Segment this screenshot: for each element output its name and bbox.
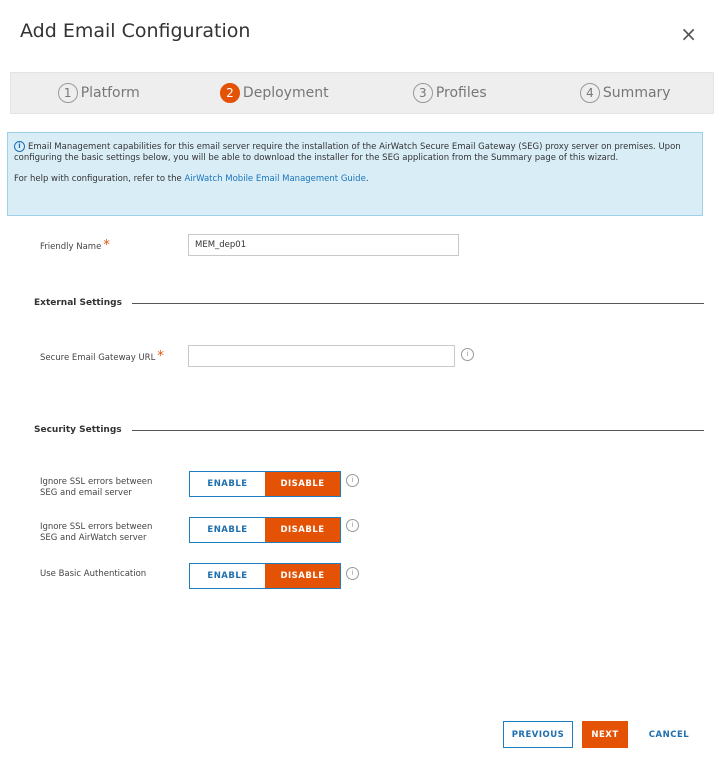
seg-url-label xyxy=(40,349,164,364)
external-settings-header xyxy=(34,298,704,308)
toggle-label-line2: SEG and email server xyxy=(40,488,132,498)
enable-button[interactable]: ENABLE xyxy=(190,564,265,588)
step-summary[interactable] xyxy=(538,73,714,113)
external-settings-title: External Settings xyxy=(34,298,122,308)
toggle-label-ssl-email xyxy=(40,477,152,499)
enable-button[interactable]: ENABLE xyxy=(190,472,265,496)
security-settings-title: Security Settings xyxy=(34,425,122,435)
seg-url-label-text: Secure Email Gateway URL xyxy=(40,353,156,363)
step-number: 4 xyxy=(580,83,600,103)
step-number: 2 xyxy=(220,83,240,103)
previous-button[interactable]: PREVIOUS xyxy=(503,721,573,748)
step-label: Platform xyxy=(80,85,140,101)
close-icon[interactable]: × xyxy=(680,22,697,46)
step-platform[interactable] xyxy=(11,73,187,113)
seg-url-info-icon[interactable]: i xyxy=(461,348,474,361)
disable-button[interactable]: DISABLE xyxy=(265,518,340,542)
seg-url-input[interactable] xyxy=(188,345,455,367)
disable-button[interactable]: DISABLE xyxy=(265,472,340,496)
step-profiles[interactable] xyxy=(362,73,538,113)
toggle-label-line1: Ignore SSL errors between xyxy=(40,522,153,532)
basic-auth-toggle xyxy=(189,563,341,589)
step-number: 3 xyxy=(413,83,433,103)
info-banner xyxy=(7,132,703,216)
toggle-label-basic-auth xyxy=(40,569,146,580)
friendly-name-label xyxy=(40,238,110,253)
step-label: Summary xyxy=(602,85,671,101)
help-prefix: For help with configuration, refer to the xyxy=(14,174,185,184)
required-mark: * xyxy=(157,349,164,364)
next-button[interactable]: NEXT xyxy=(582,721,628,748)
enable-button[interactable]: ENABLE xyxy=(190,518,265,542)
info-icon: i xyxy=(14,141,25,152)
toggle-label-ssl-airwatch xyxy=(40,522,152,544)
basic-auth-info-icon[interactable]: i xyxy=(346,567,359,580)
security-settings-header xyxy=(34,425,704,435)
required-mark: * xyxy=(103,238,110,253)
ssl-email-toggle xyxy=(189,471,341,497)
section-divider xyxy=(132,430,704,431)
info-text: Email Management capabilities for this email server require the installation of the AirWatch Secure Email Gateway (SEG) proxy server on premises. Upon configuring the basic settings below, you will be able to download the installer for the SEG application from the Summary page of this wizard. xyxy=(14,142,681,163)
step-deployment[interactable] xyxy=(187,73,363,113)
friendly-name-label-text: Friendly Name xyxy=(40,242,102,252)
toggle-label-line1: Ignore SSL errors between xyxy=(40,477,153,487)
ssl-airwatch-toggle xyxy=(189,517,341,543)
wizard-steps xyxy=(10,72,714,114)
step-label: Deployment xyxy=(242,85,329,101)
toggle-label-line1: Use Basic Authentication xyxy=(40,569,147,579)
help-suffix: . xyxy=(365,174,369,184)
mem-guide-link[interactable]: AirWatch Mobile Email Management Guide xyxy=(184,174,366,184)
ssl-email-info-icon[interactable]: i xyxy=(346,474,359,487)
disable-button[interactable]: DISABLE xyxy=(265,564,340,588)
step-number: 1 xyxy=(58,83,78,103)
section-divider xyxy=(132,303,704,304)
toggle-label-line2: SEG and AirWatch server xyxy=(40,533,147,543)
dialog-title: Add Email Configuration xyxy=(20,20,251,42)
friendly-name-input[interactable] xyxy=(188,234,459,256)
step-label: Profiles xyxy=(435,85,487,101)
cancel-button[interactable]: CANCEL xyxy=(648,729,690,740)
ssl-airwatch-info-icon[interactable]: i xyxy=(346,519,359,532)
